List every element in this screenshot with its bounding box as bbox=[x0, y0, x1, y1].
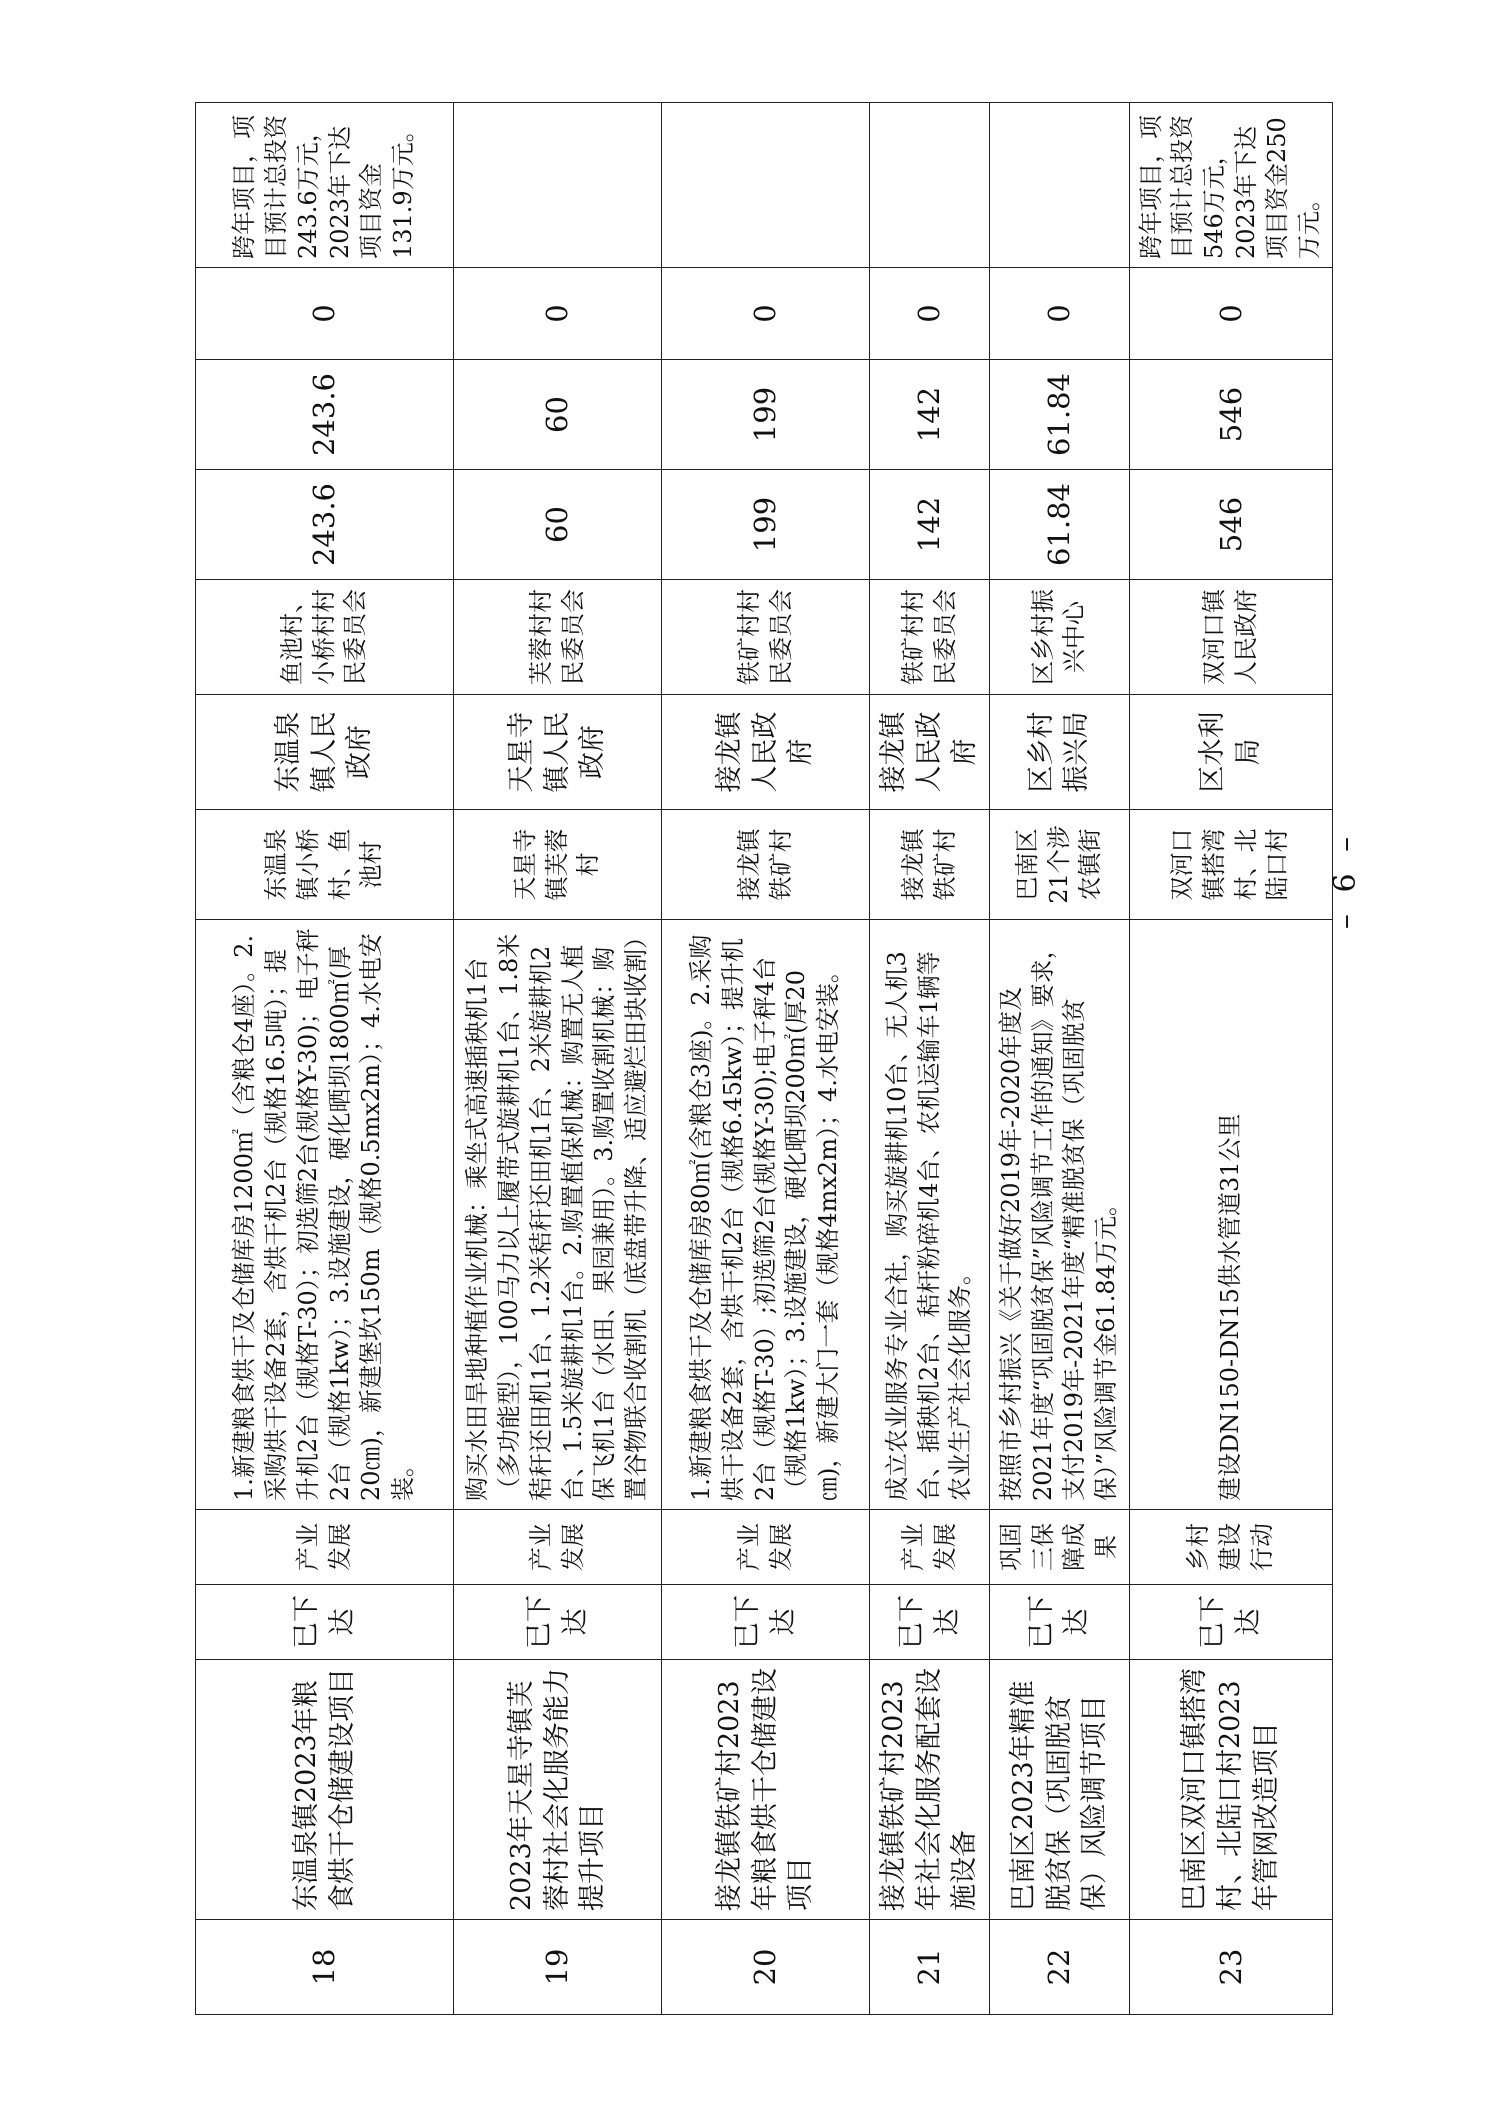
responsible-dept: 区水利局 bbox=[1129, 695, 1332, 810]
project-category: 巩固三保障成果 bbox=[990, 1510, 1130, 1585]
other-fund: 0 bbox=[196, 268, 454, 360]
project-category: 产业发展 bbox=[196, 1510, 454, 1585]
table-row bbox=[454, 103, 662, 2015]
total-investment: 61.84 bbox=[990, 470, 1130, 580]
table-row bbox=[870, 103, 990, 2015]
fund-amount: 546 bbox=[1129, 360, 1332, 470]
table-row bbox=[1129, 103, 1332, 2015]
row-index: 21 bbox=[870, 1920, 990, 2015]
project-name: 东温泉镇2023年粮食烘干仓储建设项目 bbox=[196, 1660, 454, 1920]
project-category: 乡村建设行动 bbox=[1129, 1510, 1332, 1585]
total-investment: 243.6 bbox=[196, 470, 454, 580]
fund-amount: 60 bbox=[454, 360, 662, 470]
responsible-dept: 接龙镇人民政府 bbox=[662, 695, 870, 810]
project-owner: 芙蓉村村民委员会 bbox=[454, 580, 662, 695]
project-content: 成立农业服务专业合社，购买旋耕机10台、无人机3台、插秧机2台、秸杆粉碎机4台、农机运输车1辆等农业生产社会化服务。 bbox=[870, 920, 990, 1510]
project-status: 已下达 bbox=[662, 1585, 870, 1660]
table-row bbox=[196, 103, 454, 2015]
project-location: 巴南区21个涉农镇街 bbox=[990, 810, 1130, 920]
project-note bbox=[870, 103, 990, 268]
rotated-table-wrapper bbox=[195, 103, 1324, 2015]
row-index: 22 bbox=[990, 1920, 1130, 2015]
responsible-dept: 东温泉镇人民政府 bbox=[196, 695, 454, 810]
total-investment: 546 bbox=[1129, 470, 1332, 580]
project-owner: 铁矿村村民委员会 bbox=[662, 580, 870, 695]
project-name: 接龙镇铁矿村2023年粮食烘干仓储建设项目 bbox=[662, 1660, 870, 1920]
project-owner: 区乡村振兴中心 bbox=[990, 580, 1130, 695]
fund-amount: 243.6 bbox=[196, 360, 454, 470]
row-index: 20 bbox=[662, 1920, 870, 2015]
project-status: 已下达 bbox=[1129, 1585, 1332, 1660]
project-location: 天星寺镇芙蓉村 bbox=[454, 810, 662, 920]
total-investment: 142 bbox=[870, 470, 990, 580]
project-status: 已下达 bbox=[990, 1585, 1130, 1660]
other-fund: 0 bbox=[1129, 268, 1332, 360]
project-name: 巴南区双河口镇搭湾村、北陆口村2023年管网改造项目 bbox=[1129, 1660, 1332, 1920]
project-content: 购买水田旱地种植作业机械：乘坐式高速插秧机1台（多功能型），100马力以上履带式旋耕机1台、1.8米秸秆还田机1台、1.2米秸秆还田机1台、2米旋耕机2台、1.5米旋耕机1台。2.购置植保机械：购置无人植保飞机1台（水田、果园兼用）。3.购置收割机械：购置谷物联合收割机（底盘带升降、适应避烂田块收割） bbox=[454, 920, 662, 1510]
project-category: 产业发展 bbox=[454, 1510, 662, 1585]
project-name: 2023年天星寺镇芙蓉村社会化服务能力提升项目 bbox=[454, 1660, 662, 1920]
other-fund: 0 bbox=[662, 268, 870, 360]
total-investment: 199 bbox=[662, 470, 870, 580]
project-category: 产业发展 bbox=[662, 1510, 870, 1585]
project-content: 1.新建粮食烘干及仓储库房1200㎡（含粮仓4座）。2.采购烘干设备2套，含烘干机2台（规格16.5吨）；提升机2台（规格T-30）；初选筛2台(规格Y-30)；电子秤2台（规格1kw）；3.设施建设，硬化晒坝1800㎡(厚20㎝)，新建堡坎150m（规格0.5mx2m）；4.水电安装。 bbox=[196, 920, 454, 1510]
project-location: 接龙镇铁矿村 bbox=[870, 810, 990, 920]
project-status: 已下达 bbox=[196, 1585, 454, 1660]
project-content: 按照市乡村振兴《关于做好2019年-2020年度及2021年度“巩固脱贫保”风险调节工作的通知》要求，支付2019年-2021年度“精准脱贫保（巩固脱贫保）”风险调节金61.84万元。 bbox=[990, 920, 1130, 1510]
project-note: 跨年项目，项目预计总投资243.6万元，2023年下达项目资金131.9万元。 bbox=[196, 103, 454, 268]
project-note: 跨年项目，项目预计总投资546万元，2023年下达项目资金250万元。 bbox=[1129, 103, 1332, 268]
row-index: 18 bbox=[196, 1920, 454, 2015]
row-index: 23 bbox=[1129, 1920, 1332, 2015]
page-number: – 6 – bbox=[1328, 830, 1363, 930]
project-owner: 铁矿村村民委员会 bbox=[870, 580, 990, 695]
table-row bbox=[990, 103, 1130, 2015]
total-investment: 60 bbox=[454, 470, 662, 580]
responsible-dept: 接龙镇人民政府 bbox=[870, 695, 990, 810]
project-note bbox=[662, 103, 870, 268]
project-category: 产业发展 bbox=[870, 1510, 990, 1585]
project-location: 东温泉镇小桥村、鱼池村 bbox=[196, 810, 454, 920]
project-location: 双河口镇搭湾村、北陆口村 bbox=[1129, 810, 1332, 920]
project-status: 已下达 bbox=[454, 1585, 662, 1660]
project-note bbox=[454, 103, 662, 268]
row-index: 19 bbox=[454, 1920, 662, 2015]
project-table bbox=[195, 102, 1333, 2015]
table-row bbox=[662, 103, 870, 2015]
other-fund: 0 bbox=[990, 268, 1130, 360]
fund-amount: 61.84 bbox=[990, 360, 1130, 470]
project-location: 接龙镇铁矿村 bbox=[662, 810, 870, 920]
project-status: 已下达 bbox=[870, 1585, 990, 1660]
project-name: 巴南区2023年精准脱贫保（巩固脱贫保）风险调节项目 bbox=[990, 1660, 1130, 1920]
project-name: 接龙镇铁矿村2023年社会化服务配套设施设备 bbox=[870, 1660, 990, 1920]
project-owner: 鱼池村、小桥村村民委员会 bbox=[196, 580, 454, 695]
fund-amount: 142 bbox=[870, 360, 990, 470]
project-note bbox=[990, 103, 1130, 268]
responsible-dept: 区乡村振兴局 bbox=[990, 695, 1130, 810]
project-owner: 双河口镇人民政府 bbox=[1129, 580, 1332, 695]
responsible-dept: 天星寺镇人民政府 bbox=[454, 695, 662, 810]
other-fund: 0 bbox=[454, 268, 662, 360]
project-content: 1.新建粮食烘干及仓储库房80㎡(含粮仓3座)。2.采购烘干设备2套，含烘干机2台（规格6.45kw）；提升机2台（规格T-30）;初选筛2台(规格Y-30);电子秤4台（规格1kw）；3.设施建设，硬化晒坝200㎡(厚20㎝)，新建大门一套（规格4mx2m）；4.水电安装。 bbox=[662, 920, 870, 1510]
fund-amount: 199 bbox=[662, 360, 870, 470]
other-fund: 0 bbox=[870, 268, 990, 360]
project-content: 建设DN150-DN15供水管道31公里 bbox=[1129, 920, 1332, 1510]
